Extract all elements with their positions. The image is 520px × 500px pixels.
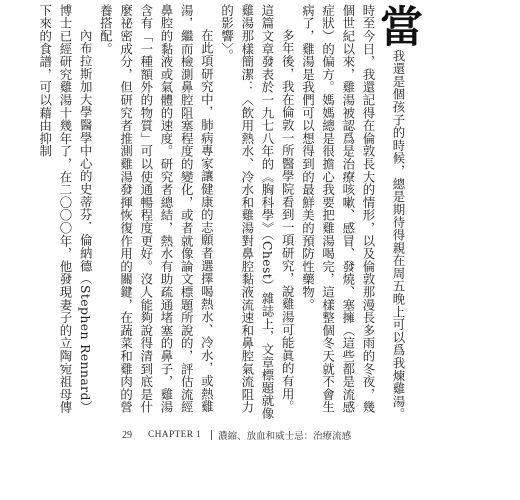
chapter-title: 濃縮、放血和威士忌：治療流感 [218,432,352,442]
paragraph-2: 多年後，我在倫敦一所醫學院看到一項研究，說雞湯可能眞的有用。這篇文章發表於一九七八年的《胸科學》（Chest）雜誌上，文章標題就像雞湯那樣簡潔：〈飲用熱水、冷水和雞湯對鼻腔黏液流速和鼻腔氣流阻力的影響〉。 [219,4,296,420]
paragraph-1 [297,4,423,422]
paragraph-4: 內布拉斯加大學醫學中心的史蒂芬．倫納德（Stephen Rennard）博士已經研究雞湯十幾年了，在二〇〇〇年，他發現妻子的立陶宛祖母傳下來的食譜，可以藉由抑制 [37,4,94,414]
body-text [37,4,423,422]
page-footer [122,428,351,442]
page-number: 29 [122,429,132,441]
drop-cap: 當 [373,4,423,48]
footer-divider [211,430,212,440]
chapter-label: CHAPTER 1 [148,430,202,440]
paragraph-3: 在此項研究中，肺病專家讓健康的志願者選擇喝熱水、冷水，或熱雞湯，繼而檢測鼻腔阻塞程度的變化，或者就像論文標題所說的，評估流經鼻腔的黏液或氣體的速度。研究者總結，熱水有助疏通堵塞的鼻子，雞湯含有「一種額外的物質」可以使通暢程度更好。沒人能夠說得清到底是什麼祕密成分，但研究者推測雞湯發揮恢復作用的關鍵，在蔬菜和雞肉的營養搭配。 [98,4,215,414]
paragraph-1-text: 我還是個孩子的時候，總是期待得親在周五晚上可以爲我煉雞湯。時至今日，我還記得在倫敦長大的情形，以及倫敦那漫長多雨的冬夜，幾個世紀以來，雞湯被認爲是治療咳嗽、感冒、發燒、塞擁（這些都是流感症狀）的偏方。媽媽總是很擔心我要把雞湯喝完，這樣整個冬天就不會生病了，雞湯是我們可以想得到的最鮮美的預防性藥物。 [300,4,406,421]
